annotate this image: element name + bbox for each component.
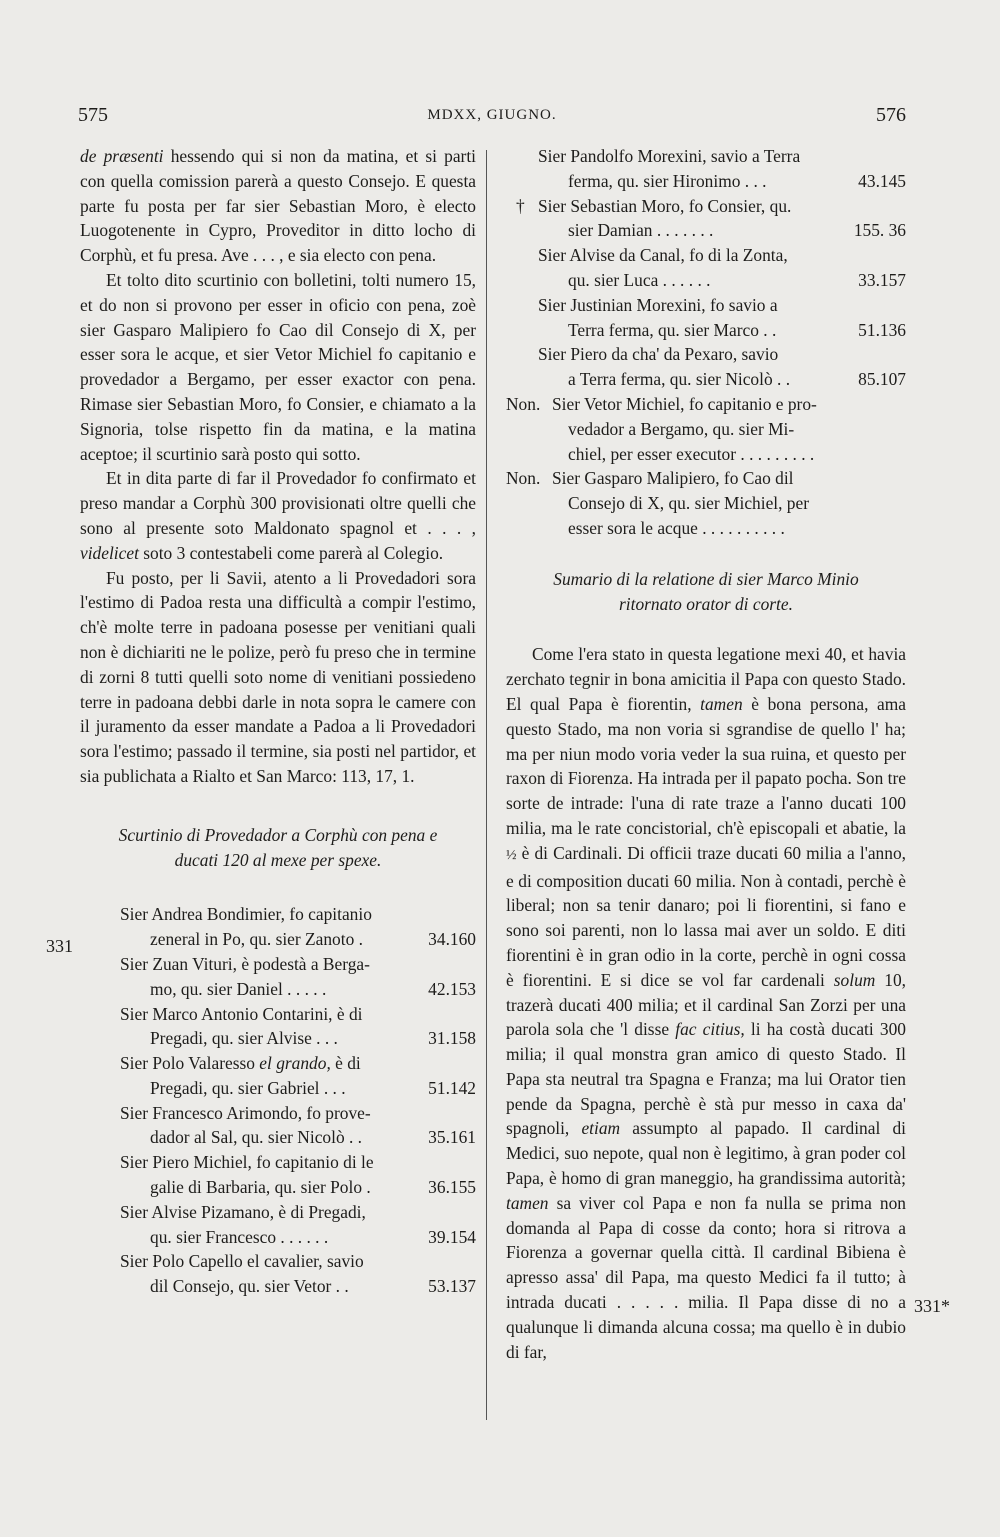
paragraph: Et in dita parte di far il Provedador fo confirmato et preso mandar a Corphù 300 provisionati oltre quelli che sono al presente soto Maldonato spagnol et . . . , videlicet soto 3 contestabeli come parerà al Colegio. [80,468,476,563]
page-number-left: 575 [78,104,108,126]
list-item: Non. Sier Vetor Michiel, fo capitanio e pro- vedador a Bergamo, qu. sier Mi- chiel, per esser executor . . . . . . . . . [506,393,817,464]
right-column [506,144,906,1364]
list-item: † Sier Sebastian Moro, fo Consier, qu. sier Damian . . . . . . . 155. 36 [506,194,906,244]
non-mark: Non. [506,468,541,489]
vote-count: 35.161 [428,1127,476,1148]
paragraph: de præsenti hessendo qui si non da matina, et si parti con quella comission parerà a questo Consejo. E questa parte fu posta per far sier Sebastian Moro, è electo Luogotenente in Cypro, Proveditor in ditto locho di Corphù, et fu presa. Ave . . . , e sia electo con pena. [80,146,477,266]
list-item: Sier Polo Valaresso el grando, è di Pregadi, qu. sier Gabriel . . . 51.142 [80,1051,476,1101]
list-item: Sier Polo Capello el cavalier, savio dil Consejo, qu. sier Vetor . . 53.137 [80,1249,476,1299]
list-item: Sier Pandolfo Morexini, savio a Terra ferma, qu. sier Hironimo . . . 43.145 [506,144,906,194]
non-mark: Non. [506,393,541,414]
list-item: Sier Zuan Vituri, è podestà a Berga- mo, qu. sier Daniel . . . . . 42.153 [80,952,476,1002]
page-number-right: 576 [876,104,906,126]
vote-count: 34.160 [428,929,476,950]
page-header [78,104,906,134]
vote-count: 42.153 [428,978,476,999]
vote-count: 53.137 [428,1276,476,1297]
list-item: Non. Sier Gasparo Malipiero, fo Cao dil Consejo di X, qu. sier Michiel, per esser sora le acque . . . . . . . . . . [506,468,810,538]
paragraph: Et tolto dito scurtinio con bolletini, tolti numero 15, et do non si provono per esser in oficio con pena, zoè sier Gasparo Malipiero fo Cao dil Consejo di X, per esser sora le acque, et sier Vetor Michiel fo capitanio e provedador a Bergamo, per esser exactor con pena. Rimase sier Sebastian Moro, fo Consier, e chiamato a la Signoria, tolse rispetto fin da matina, e la matina aceptoe; il scurtinio sarà posto qui sotto. [80,269,476,464]
vote-count: 39.154 [428,1226,476,1247]
paragraph: Fu posto, per li Savii, atento a li Provedadori sora l'estimo di Padoa resta una difficultà a compir l'estimo, ch'è molte terre in padoana posesse per venitiani quali non è dichiariti ne le polize, però fu preso che in termine di zorni 8 tutti quelli soto nome di venitiani possiedeno terre in padoana debbi darle in nota sopra le camere con il juramento da esser mandate a Padoa a li Provedadori sora l'estimo; passado il termine, sia posti nel partidor, et sia publichata a Rialto et San Marco: 113, 17, 1. [80,567,476,786]
vote-count: 155. 36 [853,220,906,241]
vote-count: 36.155 [428,1177,476,1198]
list-item: Sier Alvise da Canal, fo di la Zonta, qu. sier Luca . . . . . . 33.157 [506,243,906,293]
cross-mark: † [516,195,525,216]
list-item: Sier Piero Michiel, fo capitanio di le galie di Barbaria, qu. sier Polo . 36.155 [80,1150,476,1200]
vote-count: 51.142 [428,1077,476,1098]
column-divider [486,150,487,1420]
vote-count: 85.107 [858,369,906,390]
list-item: Sier Piero da cha' da Pexaro, savio a Terra ferma, qu. sier Nicolò . . 85.107 [506,342,906,392]
list-item: Sier Francesco Arimondo, fo prove- dador al Sal, qu. sier Nicolò . . 35.161 [80,1101,476,1151]
section-heading: Sumario di la relatione di sier Marco Minio ritornato orator di corte. [553,568,859,614]
vote-count: 51.136 [858,319,906,340]
list-item: Sier Justinian Morexini, fo savio a Terra ferma, qu. sier Marco . . 51.136 [506,293,906,343]
running-title: MDXX, GIUGNO. [427,107,557,123]
paragraph: Come l'era stato in questa legatione mexi 40, et havia zerchato tegnir in bona amicitia il Papa con questo Stado. El qual Papa è fiorentin, tamen è bona persona, ama questo Stado, ma non voria si sgrandise de quello l' ha; ma per niun modo voria veder la sua ruina, et questo per raxon di Fiorenza. Ha intrada per il papato pocha. Son tre sorte de intrade: l'una di rate traze a l'anno ducati 100 milia, ma le rate concistorial, ch'è episcopali et abatie, la ½ è di Cardinali. Di officii traze ducati 60 milia a l'anno, e di composition ducati 60 milia. Non à contadi, perchè è liberal; non sa tenir danaro; poi li fiorentini, si fano e sono soi parenti, non lo lassa mai aver un soldo. E diti fiorentini è in gran odio in la corte, perchè in ogni cossa è fiorentini. E si dice se vol far cardenali solum 10, trazerà ducati 400 milia; et il cardinal San Zorzi per una parola sola che 'l disse fac citius, li ha costà ducati 300 milia; il qual monstra gran amico di questo Stado. Il Papa sta neutral tra Spagna e Franza; ma lui Orator tien pende da Spagna, perchè è stà pur messo in caxa da' spagnoli, etiam assumpto al papado. Il cardinal di Medici, suo nepote, qual non è legitimo, à gran poder col Papa, è homo di gran maneggio, ha grandissima autorità; tamen sa viver col Papa e non fa nulla se prima non domanda al Papa di cosse da conto; hora si ritrova a Fiorenza a governar quella città. Il cardinal Bibiena è apresso assa' dil Papa, ma questo Medici fa il tutto; à intrada ducati . . . . . milia. Il Papa disse di no a qualunque li dimanda alcuna cossa; ma quello è in dubio di far, [506,644,906,1362]
list-item: Sier Alvise Pizamano, è di Pregadi, qu. sier Francesco . . . . . . 39.154 [80,1200,476,1250]
list-item: Sier Andrea Bondimier, fo capitanio zeneral in Po, qu. sier Zanoto . 34.160 [80,902,476,952]
list-item: Sier Marco Antonio Contarini, è di Pregadi, qu. sier Alvise . . . 31.158 [80,1002,476,1052]
margin-note-left: 331 [46,936,73,956]
vote-count: 31.158 [428,1028,476,1049]
section-heading: Scurtinio di Provedador a Corphù con pena e ducati 120 al mexe per spexe. [118,824,438,870]
vote-count: 43.145 [858,170,906,191]
vote-count: 33.157 [858,269,906,290]
left-column [80,144,476,1299]
margin-note-right: 331* [914,1296,950,1316]
